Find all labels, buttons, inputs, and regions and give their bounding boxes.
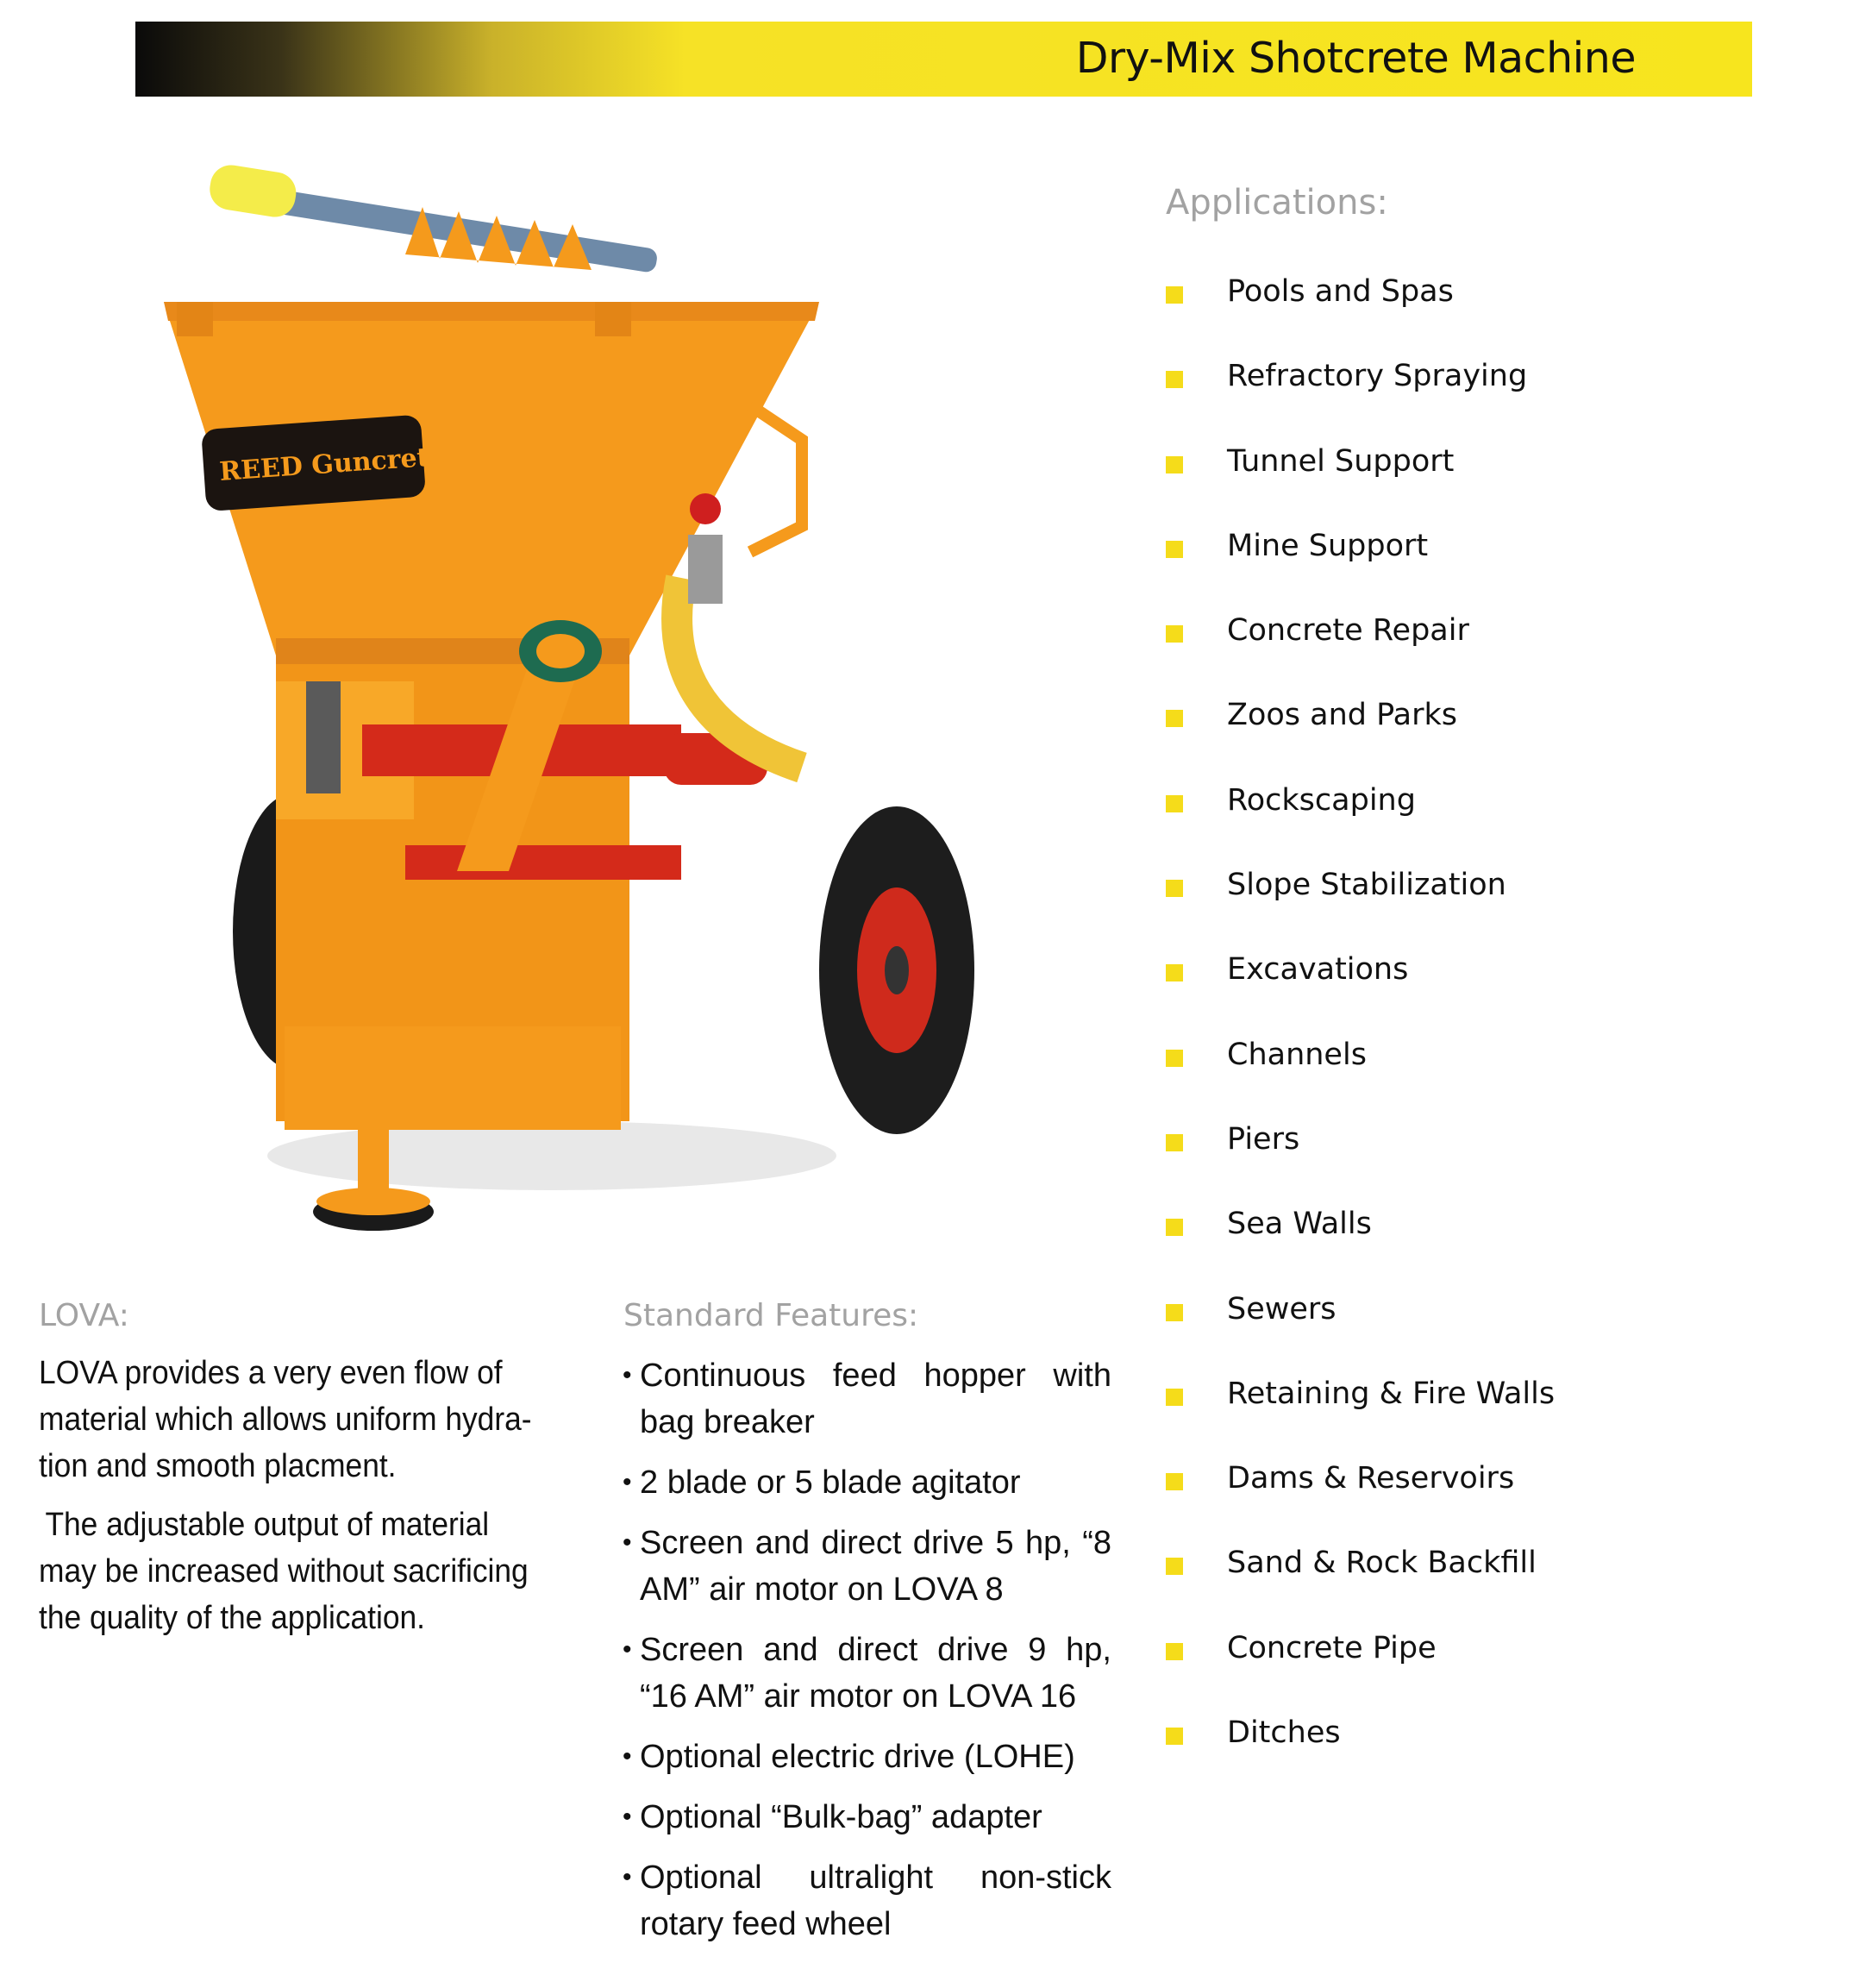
list-item: Sea Walls xyxy=(1166,1207,1555,1291)
list-item: Channels xyxy=(1166,1038,1555,1122)
square-bullet-icon xyxy=(1166,1389,1183,1406)
square-bullet-icon xyxy=(1166,286,1183,304)
square-bullet-icon xyxy=(1166,964,1183,981)
list-item: Concrete Pipe xyxy=(1166,1631,1555,1715)
square-bullet-icon xyxy=(1166,1050,1183,1067)
lova-description xyxy=(39,1350,540,1653)
list-item: Ditches xyxy=(1166,1715,1555,1800)
square-bullet-icon xyxy=(1166,371,1183,388)
list-item: Piers xyxy=(1166,1122,1555,1207)
square-bullet-icon xyxy=(1166,625,1183,643)
standard-features-heading: Standard Features: xyxy=(623,1298,919,1333)
square-bullet-icon xyxy=(1166,1134,1183,1151)
list-item: • Optional electric drive (LOHE) xyxy=(623,1734,1111,1780)
square-bullet-icon xyxy=(1166,541,1183,558)
list-item: Tunnel Support xyxy=(1166,444,1555,529)
list-item: Sand & Rock Backfill xyxy=(1166,1546,1555,1630)
list-item: Slope Stabilization xyxy=(1166,868,1555,952)
square-bullet-icon xyxy=(1166,1473,1183,1490)
lova-heading: LOVA: xyxy=(39,1298,129,1333)
square-bullet-icon xyxy=(1166,1219,1183,1236)
square-bullet-icon xyxy=(1166,1728,1183,1745)
list-item: • Optional ultralight non-stick rotary feed wheel xyxy=(623,1854,1111,1947)
shotcrete-machine-photo xyxy=(147,129,974,1268)
list-item: Sewers xyxy=(1166,1292,1555,1377)
list-item: Zoos and Parks xyxy=(1166,698,1555,782)
list-item: Retaining & Fire Walls xyxy=(1166,1377,1555,1461)
square-bullet-icon xyxy=(1166,795,1183,812)
list-item: Refractory Spraying xyxy=(1166,359,1555,443)
list-item: Rockscaping xyxy=(1166,783,1555,868)
square-bullet-icon xyxy=(1166,710,1183,727)
list-item: • Screen and direct drive 5 hp, “8 AM” air motor on LOVA 8 xyxy=(623,1520,1111,1613)
square-bullet-icon xyxy=(1166,1558,1183,1575)
page-title: Dry-Mix Shotcrete Machine xyxy=(1075,34,1636,83)
list-item: Mine Support xyxy=(1166,529,1555,613)
title-banner xyxy=(135,22,1752,97)
list-item: • 2 blade or 5 blade agitator xyxy=(623,1459,1111,1506)
list-item: • Screen and direct drive 9 hp, “16 AM” air motor on LOVA 16 xyxy=(623,1627,1111,1720)
applications-list xyxy=(1166,274,1555,1800)
applications-heading: Applications: xyxy=(1166,183,1388,223)
list-item: Concrete Repair xyxy=(1166,613,1555,698)
square-bullet-icon xyxy=(1166,880,1183,897)
list-item: Pools and Spas xyxy=(1166,274,1555,359)
list-item: Dams & Reservoirs xyxy=(1166,1461,1555,1546)
square-bullet-icon xyxy=(1166,1304,1183,1321)
list-item: Excavations xyxy=(1166,952,1555,1037)
list-item: • Optional “Bulk-bag” adapter xyxy=(623,1794,1111,1841)
reed-logo-text: REED Guncrete xyxy=(218,441,447,487)
square-bullet-icon xyxy=(1166,456,1183,473)
lova-paragraph-2: The adjustable output of material may be increased without sacrificing the quality of the application. xyxy=(39,1507,529,1636)
list-item: • Continuous feed hopper with bag breaker xyxy=(623,1352,1111,1446)
standard-features-list xyxy=(623,1352,1111,1961)
lova-paragraph-1: LOVA provides a very even flow of material which allows uniform hydra-tion and smooth placment. xyxy=(39,1355,532,1484)
square-bullet-icon xyxy=(1166,1643,1183,1660)
